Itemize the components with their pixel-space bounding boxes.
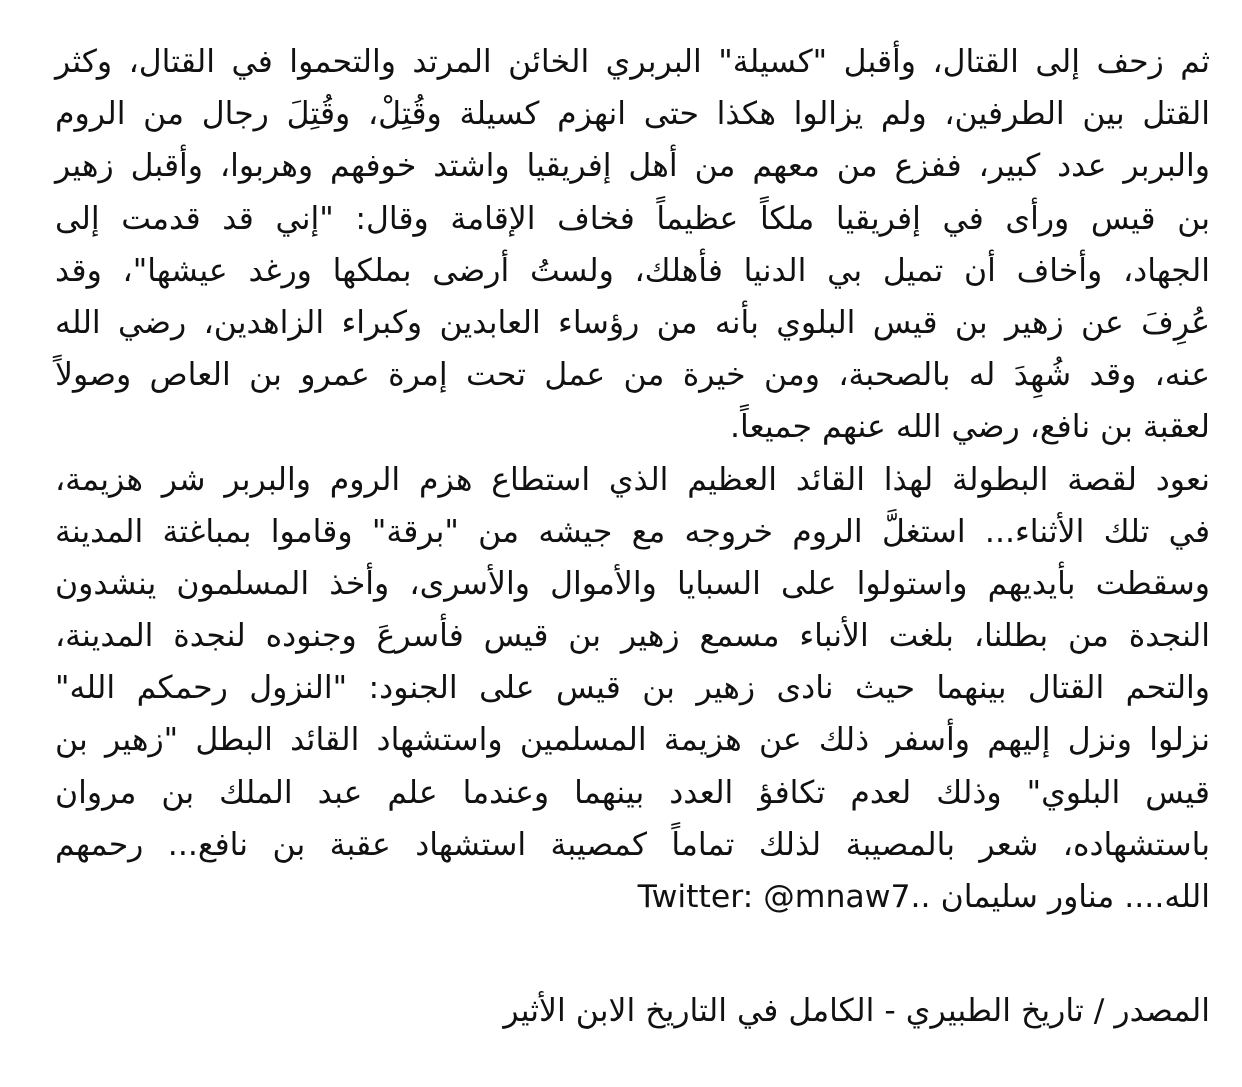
spacer: [55, 923, 1210, 985]
text-line: في تلك الأثناء... استغلَّ الروم خروجه مع جيشه من "برقة" وقاموا بمباغتة المدينة: [55, 513, 1210, 550]
text-line: نعود لقصة البطولة لهذا القائد العظيم الذي استطاع هزم الروم والبربر شر هزيمة،: [55, 461, 1210, 498]
text-line: والبربر عدد كبير، ففزع من معهم من أهل إفريقيا واشتد خوفهم وهربوا، وأقبل زهير: [55, 148, 1210, 185]
source-line: المصدر / تاريخ الطبيري - الكامل في التاريخ الابن الأثير: [503, 993, 1210, 1030]
article-text: [55, 36, 1210, 1037]
text-line: بن قيس ورأى في إفريقيا ملكاً عظيماً فخاف الإقامة وقال: "إني قد قدمت إلى: [55, 200, 1210, 237]
text-line: وسقطت بأيديهم واستولوا على السبايا والأموال والأسرى، وأخذ المسلمون ينشدون: [55, 565, 1210, 602]
text-line: والتحم القتال بينهما حيث نادى زهير بن قيس على الجنود: "النزول رحمكم الله": [55, 670, 1210, 707]
text-line: باستشهاده، شعر بالمصيبة لذلك تماماً كمصيبة استشهاد عقبة بن نافع... رحمهم: [55, 826, 1210, 863]
article-body: [55, 36, 1210, 923]
text-line: الجهاد، وأخاف أن تميل بي الدنيا فأهلك، ولستُ أرضى بملكها ورغد عيشها"، وقد: [55, 252, 1210, 289]
text-line: عنه، وقد شُهِدَ له بالصحبة، ومن خيرة من عمل تحت إمرة عمرو بن العاص وصولاً: [55, 357, 1210, 394]
text-line: عُرِفَ عن زهير بن قيس البلوي بأنه من رؤساء العابدين وكبراء الزاهدين، رضي الله: [55, 304, 1210, 341]
text-line: ثم زحف إلى القتال، وأقبل "كسيلة" البربري الخائن المرتد والتحموا في القتال، وكثر: [55, 44, 1210, 80]
text-line: القتل بين الطرفين، ولم يزالوا هكذا حتى انهزم كسيلة وقُتِلْ، وقُتِلَ رجال من الروم: [55, 96, 1210, 133]
text-line: قيس البلوي" وذلك لعدم تكافؤ العدد بينهما وعندما علم عبد الملك بن مروان: [55, 774, 1210, 811]
text-line: النجدة من بطلنا، بلغت الأنباء مسمع زهير بن قيس فأسرعَ وجنوده لنجدة المدينة،: [55, 618, 1210, 655]
signature-line: الله.... مناور سليمان ..Twitter: @mnaw7: [637, 879, 1210, 915]
text-line: نزلوا ونزل إليهم وأسفر ذلك عن هزيمة المسلمين واستشهاد القائد البطل "زهير بن: [55, 722, 1210, 759]
text-line: لعقبة بن نافع، رضي الله عنهم جميعاً.: [730, 409, 1210, 446]
